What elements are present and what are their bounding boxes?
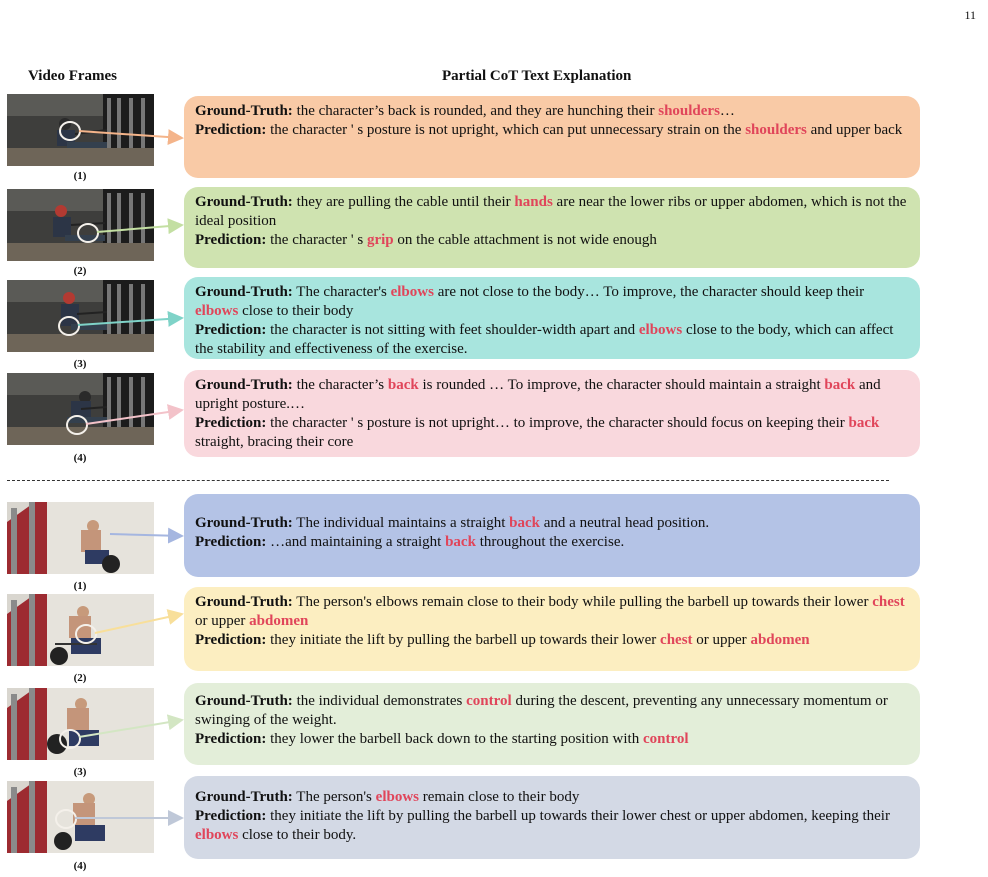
prediction-label: Prediction:	[195, 632, 267, 648]
keyword-highlight: elbows	[375, 789, 419, 805]
keyword-highlight: shoulders	[745, 122, 807, 138]
explanation-box	[184, 187, 920, 268]
text-segment: the character ' s posture is not upright… to improve, the character should focus on keeping their	[270, 415, 849, 431]
text-segment: are not close to the body… To improve, the character should keep their	[433, 284, 865, 300]
prediction-label: Prediction:	[195, 122, 267, 138]
keyword-highlight: elbows	[390, 284, 434, 300]
ground-truth-label: Ground-Truth:	[195, 377, 293, 393]
text-segment: the character ' s posture is not upright, which can put unnecessary strain on the	[270, 122, 746, 138]
prediction-text	[270, 122, 902, 138]
prediction-text	[195, 415, 879, 450]
keyword-highlight: shoulders	[658, 103, 720, 119]
keyword-highlight: hands	[514, 194, 553, 210]
ground-truth-label: Ground-Truth:	[195, 789, 293, 805]
frame-label: (1)	[73, 170, 87, 182]
keyword-highlight: chest	[872, 594, 905, 610]
ground-truth-label: Ground-Truth:	[195, 594, 293, 610]
explanation-box	[184, 277, 920, 359]
prediction-label: Prediction:	[195, 232, 267, 248]
frame-label: (2)	[73, 672, 87, 684]
keyword-highlight: abdomen	[750, 632, 810, 648]
text-segment: and upper back	[806, 122, 903, 138]
text-segment: the character’s back is rounded, and they are hunching their	[296, 103, 659, 119]
video-frame-gym-3	[7, 280, 154, 352]
frame-label: (3)	[73, 766, 87, 778]
text-segment: on the cable attachment is not wide enough	[393, 232, 657, 248]
keyword-highlight: grip	[366, 232, 394, 248]
keyword-highlight: elbows	[195, 303, 239, 319]
frame-label: (2)	[73, 265, 87, 277]
keyword-highlight: control	[642, 731, 689, 747]
keyword-highlight: control	[466, 693, 512, 709]
ground-truth-text	[296, 515, 709, 531]
frame-label: (1)	[73, 580, 87, 592]
text-segment: remain close to their body	[419, 789, 580, 805]
explanation-box	[184, 494, 920, 577]
page-number: 11	[964, 8, 976, 22]
prediction-label: Prediction:	[195, 322, 267, 338]
text-segment: The person's elbows remain close to their body while pulling the barbell up towards their lower	[296, 594, 873, 610]
text-segment: are near the lower ribs or upper abdomen, which is not the ideal position	[195, 194, 907, 229]
ground-truth-label: Ground-Truth:	[195, 515, 293, 531]
text-segment: and a neutral head position.	[540, 515, 710, 531]
prediction-text	[270, 632, 810, 648]
text-segment: they initiate the lift by pulling the barbell up towards their lower chest or upper abdomen, keeping their	[270, 808, 890, 824]
keyword-highlight: elbows	[638, 322, 683, 338]
prediction-text	[270, 232, 657, 248]
ground-truth-text	[296, 789, 579, 805]
ground-truth-text	[195, 693, 888, 728]
frame-label: (3)	[73, 358, 87, 370]
text-segment: the character’s	[296, 377, 388, 393]
text-segment: or upper	[195, 613, 250, 629]
ground-truth-text	[195, 377, 881, 412]
keyword-highlight: back	[824, 377, 856, 393]
prediction-text	[270, 731, 688, 747]
text-segment: during the descent, preventing any unnecessary momentum or swinging of the weight.	[195, 693, 888, 728]
text-segment: …and maintaining a straight	[270, 534, 446, 550]
explanation-box	[184, 96, 920, 178]
ground-truth-text	[195, 594, 905, 629]
text-segment: they initiate the lift by pulling the barbell up towards their lower	[270, 632, 661, 648]
video-frame-barbell-3	[7, 688, 154, 760]
frame-label: (4)	[73, 452, 87, 464]
video-frame-barbell-2	[7, 594, 154, 666]
prediction-text	[195, 322, 893, 357]
keyword-highlight: back	[445, 534, 476, 550]
ground-truth-label: Ground-Truth:	[195, 284, 293, 300]
prediction-label: Prediction:	[195, 415, 267, 431]
text-segment: throughout the exercise.	[475, 534, 625, 550]
explanation-header: Partial CoT Text Explanation	[442, 68, 632, 84]
prediction-label: Prediction:	[195, 534, 267, 550]
keyword-highlight: elbows	[195, 827, 239, 843]
keyword-highlight: back	[509, 515, 541, 531]
text-segment: they lower the barbell back down to the starting position with	[270, 731, 643, 747]
prediction-text	[270, 534, 624, 550]
video-frame-barbell-1	[7, 502, 154, 574]
text-segment: …	[719, 103, 735, 119]
explanation-box	[184, 370, 920, 457]
keyword-highlight: abdomen	[249, 613, 309, 629]
video-frame-gym-4	[7, 373, 154, 445]
video-frames-header: Video Frames	[28, 68, 118, 84]
video-frame-gym-1	[7, 94, 154, 166]
explanation-box	[184, 683, 920, 765]
text-segment: the character ' s	[270, 232, 367, 248]
text-segment: straight, bracing their core	[195, 434, 354, 450]
text-segment: and upright posture.…	[195, 377, 881, 412]
text-segment: The person's	[296, 789, 376, 805]
keyword-highlight: back	[387, 377, 419, 393]
ground-truth-label: Ground-Truth:	[195, 103, 293, 119]
text-segment: close to their body	[238, 303, 354, 319]
ground-truth-label: Ground-Truth:	[195, 194, 293, 210]
ground-truth-text	[195, 194, 906, 229]
text-segment: the character is not sitting with feet shoulder-width apart and	[270, 322, 639, 338]
ground-truth-label: Ground-Truth:	[195, 693, 293, 709]
prediction-label: Prediction:	[195, 731, 267, 747]
text-segment: or upper	[692, 632, 751, 648]
video-frame-barbell-4	[7, 781, 154, 853]
prediction-text	[195, 808, 890, 843]
explanation-box	[184, 587, 920, 671]
ground-truth-text	[195, 284, 864, 319]
explanation-box	[184, 776, 920, 859]
keyword-highlight: chest	[660, 632, 693, 648]
frame-label: (4)	[73, 860, 87, 872]
video-frame-gym-2	[7, 189, 154, 261]
text-segment: The individual maintains a straight	[296, 515, 510, 531]
text-segment: The character's	[296, 284, 391, 300]
prediction-label: Prediction:	[195, 808, 267, 824]
text-segment: the individual demonstrates	[296, 693, 467, 709]
text-segment: is rounded … To improve, the character should maintain a straight	[418, 377, 825, 393]
text-segment: close to their body.	[238, 827, 357, 843]
group-divider	[7, 480, 889, 481]
text-segment: close to the body, which can affect the stability and effectiveness of the exercise.	[195, 322, 894, 357]
text-segment: they are pulling the cable until their	[296, 194, 515, 210]
ground-truth-text	[297, 103, 735, 119]
keyword-highlight: back	[848, 415, 880, 431]
